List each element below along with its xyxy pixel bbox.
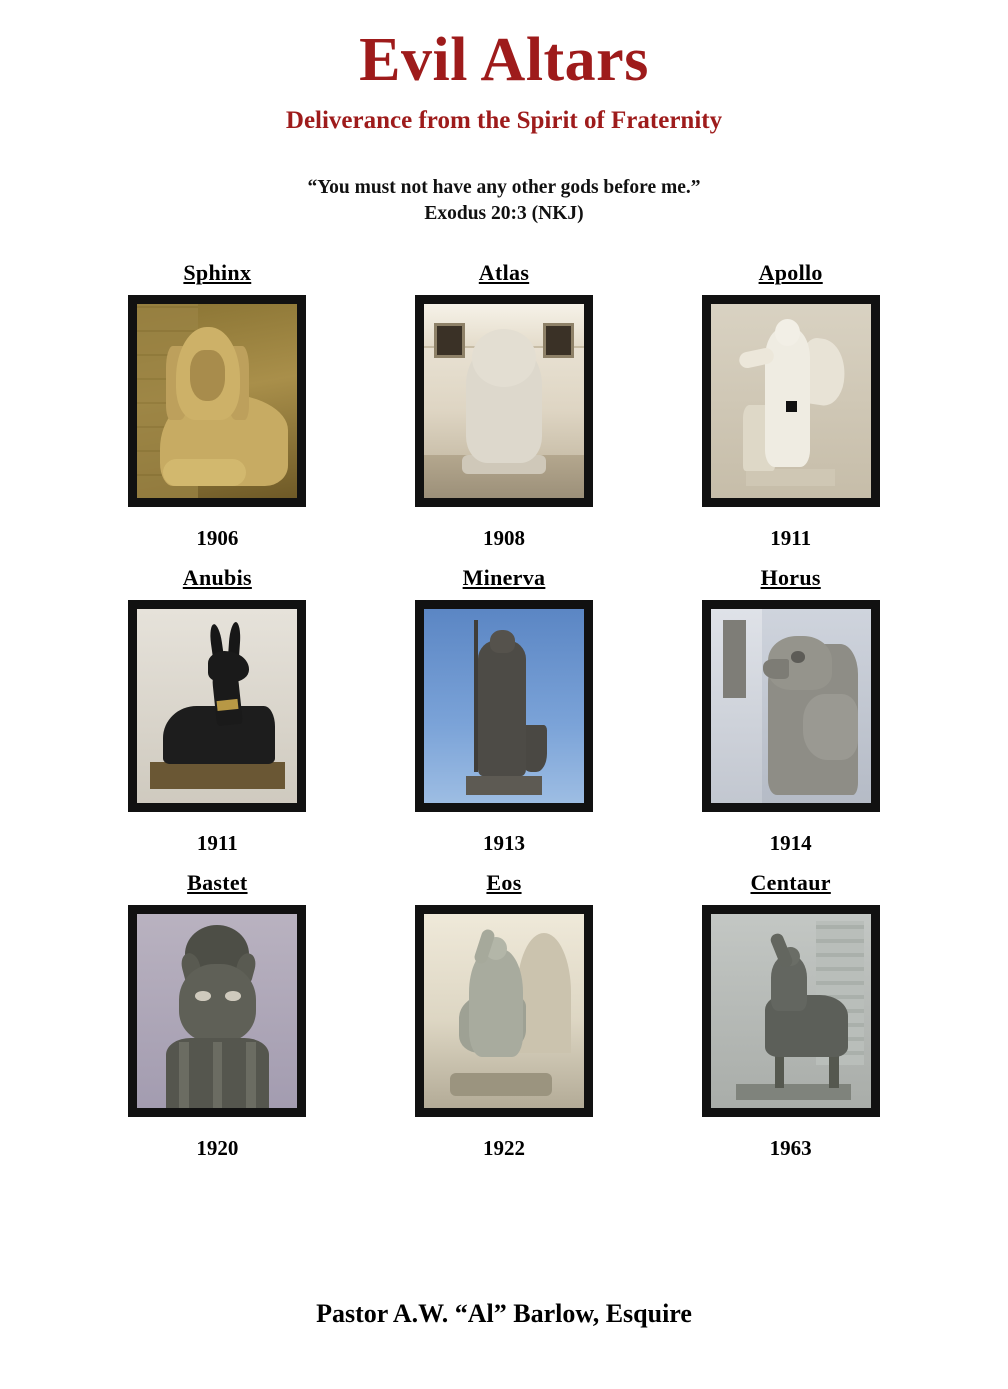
apollo-illustration (711, 304, 871, 498)
gallery-item-title: Centaur (750, 869, 831, 895)
gallery-item-image-anubis (128, 600, 306, 812)
gallery-item-image-bastet (128, 905, 306, 1117)
gallery-item-year: 1908 (482, 525, 525, 550)
gallery-item-title: Minerva (462, 564, 546, 590)
gallery-item-atlas (361, 260, 648, 551)
gallery-item-title: Horus (760, 564, 821, 590)
gallery-item-image-minerva (415, 600, 593, 812)
gallery-item-centaur (647, 870, 934, 1161)
bastet-illustration (137, 914, 297, 1108)
minerva-illustration (424, 609, 584, 803)
sphinx-illustration (137, 304, 297, 498)
gallery-item-title: Apollo (758, 259, 823, 285)
gallery-item-image-apollo (702, 295, 880, 507)
gallery-item-year: 1922 (482, 1135, 525, 1160)
gallery-item-image-eos (415, 905, 593, 1117)
gallery-item-title: Eos (486, 869, 522, 895)
gallery-item-year: 1963 (769, 1135, 812, 1160)
gallery-item-eos (361, 870, 648, 1161)
gallery-item-year: 1906 (196, 525, 239, 550)
gallery-item-year: 1911 (770, 525, 812, 550)
gallery-item-title: Anubis (182, 564, 252, 590)
gallery-item-title: Atlas (478, 259, 530, 285)
page-title: Evil Altars (359, 26, 649, 94)
author-byline: Pastor A.W. “Al” Barlow, Esquire (316, 1299, 692, 1328)
scripture-reference: Exodus 20:3 (NKJ) (424, 203, 584, 225)
gallery-item-image-centaur (702, 905, 880, 1117)
atlas-illustration (424, 304, 584, 498)
gallery-item-minerva (361, 565, 648, 856)
page-subtitle: Deliverance from the Spirit of Fraternity (285, 107, 723, 135)
gallery-item-year: 1913 (482, 830, 525, 855)
gallery-item-year: 1911 (196, 830, 238, 855)
statue-gallery-grid (74, 260, 934, 1161)
book-cover-page (0, 28, 1008, 1389)
gallery-item-horus (647, 565, 934, 856)
gallery-item-anubis (74, 565, 361, 856)
gallery-item-year: 1914 (769, 830, 812, 855)
gallery-item-bastet (74, 870, 361, 1161)
gallery-item-year: 1920 (196, 1135, 239, 1160)
gallery-item-image-sphinx (128, 295, 306, 507)
gallery-item-apollo (647, 260, 934, 551)
gallery-item-image-atlas (415, 295, 593, 507)
gallery-item-title: Bastet (187, 869, 248, 895)
scripture-quote: “You must not have any other gods before me.” (307, 177, 701, 199)
eos-illustration (424, 914, 584, 1108)
centaur-illustration (711, 914, 871, 1108)
horus-illustration (711, 609, 871, 803)
gallery-item-image-horus (702, 600, 880, 812)
anubis-illustration (137, 609, 297, 803)
gallery-item-title: Sphinx (183, 259, 252, 285)
gallery-item-sphinx (74, 260, 361, 551)
